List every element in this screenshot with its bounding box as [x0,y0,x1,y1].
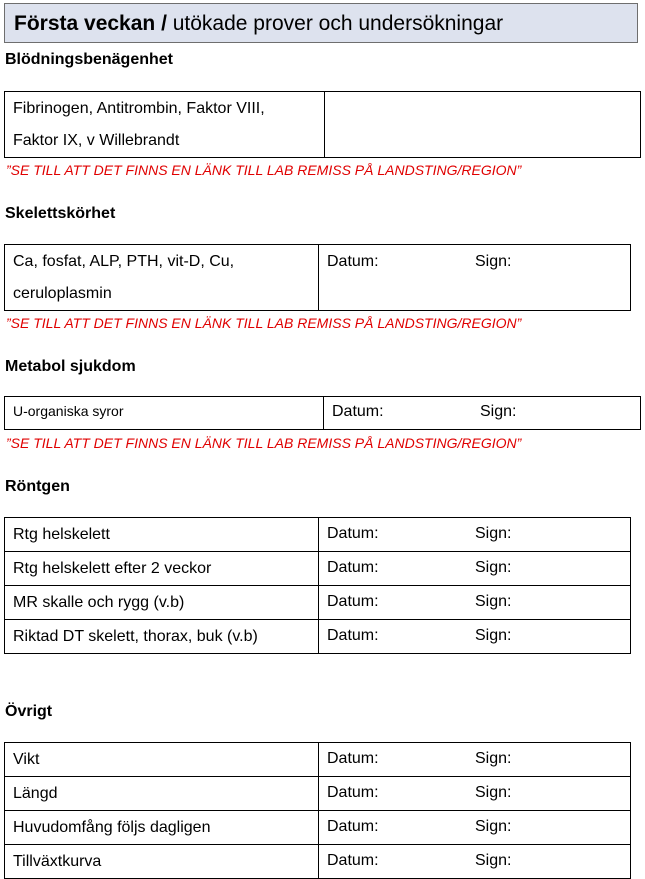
skeletal-tests-cell [5,245,319,311]
datum-label: Datum: [327,593,379,610]
sign-label: Sign: [475,559,512,576]
skeletal-tests-line1: Ca, fosfat, ALP, PTH, vit-D, Cu, [13,253,235,270]
other-table [4,742,631,879]
bleeding-tests-cell [5,92,325,158]
table-row [5,743,631,777]
other-item: Längd [5,777,319,811]
table-row [5,777,631,811]
metabolic-table [4,396,641,430]
bleeding-tests-line1: Fibrinogen, Antitrombin, Faktor VIII, [13,100,265,117]
metabolic-test-cell: U-organiska syror [5,397,324,430]
datum-label: Datum: [327,784,379,801]
lab-link-warning: ”SE TILL ATT DET FINNS EN LÄNK TILL LAB REMISS PÅ LANDSTING/REGION” [6,162,522,178]
metabolic-sign-cell[interactable] [324,397,641,430]
table-row [5,518,631,552]
sign-label: Sign: [475,750,512,767]
xray-sign-cell[interactable] [319,552,631,586]
xray-item: Riktad DT skelett, thorax, buk (v.b) [5,620,319,654]
sign-label: Sign: [475,525,512,542]
xray-sign-cell[interactable] [319,586,631,620]
table-row [5,586,631,620]
section-title-metabolic: Metabol sjukdom [5,358,136,375]
section-title-skeletal: Skelettskörhet [5,205,116,222]
sign-label: Sign: [475,593,512,610]
skeletal-table [4,244,631,311]
xray-table [4,517,631,654]
sign-label: Sign: [475,627,512,644]
xray-sign-cell[interactable] [319,620,631,654]
other-sign-cell[interactable] [319,743,631,777]
sign-label: Sign: [475,818,512,835]
table-row [5,92,641,158]
section-title-other: Övrigt [5,703,53,720]
table-row [5,397,641,430]
other-item: Tillväxtkurva [5,845,319,879]
datum-label: Datum: [327,525,379,542]
sign-label: Sign: [475,852,512,869]
datum-label: Datum: [327,627,379,644]
bleeding-table [4,91,641,158]
sign-label: Sign: [480,403,517,420]
other-sign-cell[interactable] [319,845,631,879]
datum-label: Datum: [327,818,379,835]
title-bold: Första veckan / [14,12,167,35]
datum-label: Datum: [327,750,379,767]
datum-label: Datum: [327,559,379,576]
xray-item: Rtg helskelett [5,518,319,552]
table-row [5,552,631,586]
table-row [5,845,631,879]
skeletal-tests-line2: ceruloplasmin [13,285,112,302]
bleeding-tests-line2: Faktor IX, v Willebrandt [13,132,180,149]
page-title [4,3,638,43]
other-sign-cell[interactable] [319,811,631,845]
xray-item: MR skalle och rygg (v.b) [5,586,319,620]
datum-label: Datum: [332,403,384,420]
bleeding-entry-cell[interactable] [325,92,641,158]
sign-label: Sign: [475,784,512,801]
section-title-xray: Röntgen [5,478,70,495]
table-row [5,811,631,845]
sign-label: Sign: [475,253,512,270]
datum-label: Datum: [327,852,379,869]
table-row [5,620,631,654]
other-item: Vikt [5,743,319,777]
other-sign-cell[interactable] [319,777,631,811]
skeletal-sign-cell[interactable] [319,245,631,311]
other-item: Huvudomfång följs dagligen [5,811,319,845]
title-rest: utökade prover och undersökningar [166,12,504,35]
table-row [5,245,631,311]
xray-sign-cell[interactable] [319,518,631,552]
section-title-bleeding: Blödningsbenägenhet [5,51,173,68]
lab-link-warning: ”SE TILL ATT DET FINNS EN LÄNK TILL LAB REMISS PÅ LANDSTING/REGION” [6,435,522,451]
xray-item: Rtg helskelett efter 2 veckor [5,552,319,586]
datum-label: Datum: [327,253,379,270]
lab-link-warning: ”SE TILL ATT DET FINNS EN LÄNK TILL LAB REMISS PÅ LANDSTING/REGION” [6,315,522,331]
